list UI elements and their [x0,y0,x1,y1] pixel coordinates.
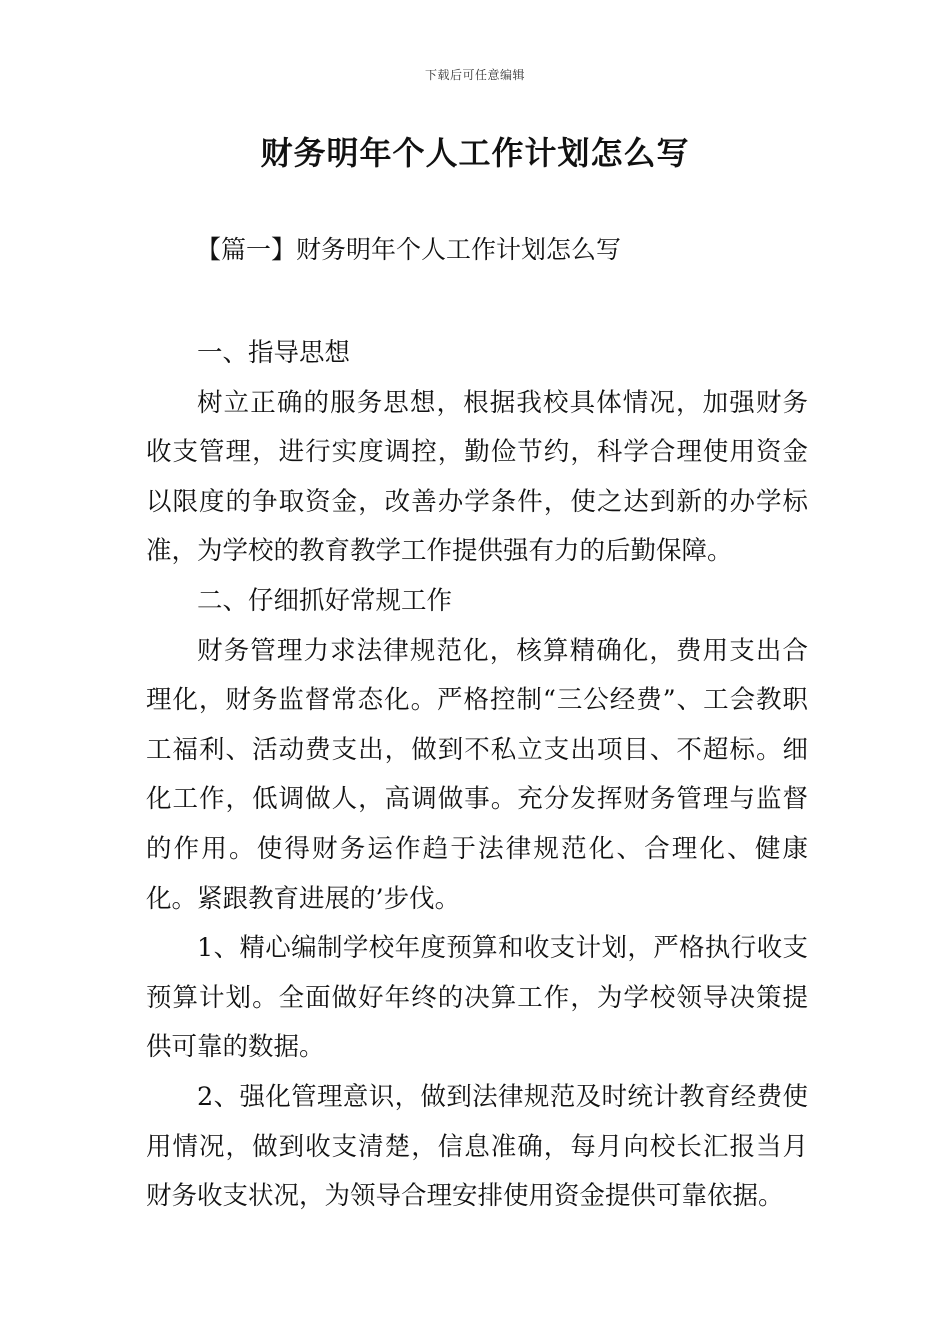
header-note: 下载后可任意编辑 [424,68,525,82]
paragraph-guiding-ideology: 树立正确的服务思想，根据我校具体情况，加强财务收支管理，进行实度调控，勤俭节约，科学合理使用资金以限度的争取资金，改善办学条件，使之达到新的办学标准，为学校的教育教学工作提供强有力的后勤保障。 [146,387,808,567]
section-heading-guiding-ideology: 一、指导思想 [197,338,351,368]
document-subtitle: 【篇一】财务明年个人工作计划怎么写 [196,235,622,264]
paragraph-item-2: 2、强化管理意识，做到法律规范及时统计教育经费使用情况，做到收支清楚，信息准确，每月向校长汇报当月财务收支状况，为领导合理安排使用资金提供可靠依据。 [146,1081,808,1212]
section-heading-routine-work: 二、仔细抓好常规工作 [197,585,453,616]
document-title: 财务明年个人工作计划怎么写 [260,134,690,172]
paragraph-financial-management: 财务管理力求法律规范化，核算精确化，费用支出合理化，财务监督常态化。严格控制“三公经费”、工会教职工福利、活动费支出，做到不私立支出项目、不超标。细化工作，低调做人，高调做事。充分发挥财务管理与监督的作用。使得财务运作趋于法律规范化、合理化、健康化。紧跟教育进展的’步伐。 [146,635,808,914]
paragraph-item-1: 1、精心编制学校年度预算和收支计划，严格执行收支预算计划。全面做好年终的决算工作，为学校领导决策提供可靠的数据。 [146,933,808,1063]
document-body [146,329,808,1222]
